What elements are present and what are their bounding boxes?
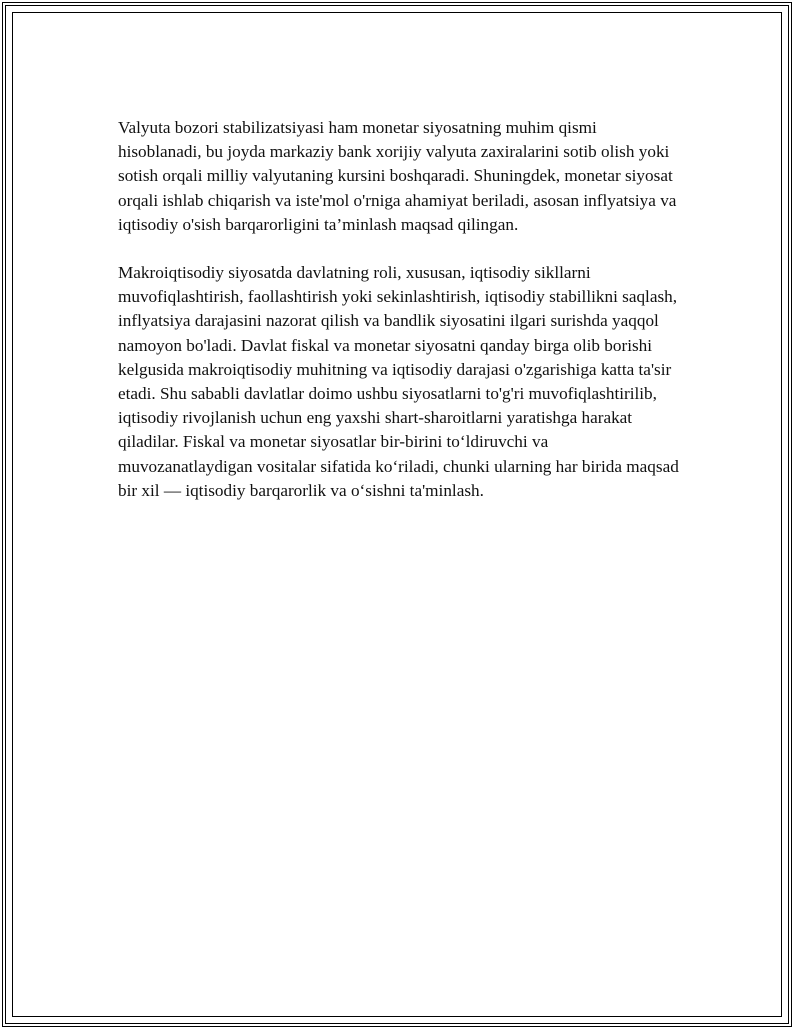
document-body	[118, 116, 684, 527]
paragraph-currency-stabilization: Valyuta bozori stabilizatsiyasi ham monetar siyosatning muhim qismi hisoblanadi, bu joyda markaziy bank xorijiy valyuta zaxiralarini sotib olish yoki sotish orqali milliy valyutaning kursini boshqaradi. Shuningdek, monetar siyosat orqali ishlab chiqarish va iste'mol o'rniga ahamiyat beriladi, asosan inflyatsiya va iqtisodiy o'sish barqarorligini ta’minlash maqsad qilingan.	[118, 118, 677, 234]
paragraph-macroeconomic-policy: Makroiqtisodiy siyosatda davlatning roli, xususan, iqtisodiy sikllarni muvofiqlashtirish, faollashtirish yoki sekinlashtirish, iqtisodiy stabillikni saqlash, inflyatsiya darajasini nazorat qilish va bandlik siyosatini ilgari surishda yaqqol namoyon bo'ladi. Davlat fiskal va monetar siyosatni qanday birga olib borishi kelgusida makroiqtisodiy muhitning va iqtisodiy darajasi o'zgarishiga katta ta'sir etadi. Shu sababli davlatlar doimo ushbu siyosatlarni to'g'ri muvofiqlashtirilib, iqtisodiy rivojlanish uchun eng yaxshi shart-sharoitlarni yaratishga harakat qiladilar. Fiskal va monetar siyosatlar bir-birini to‘ldiruvchi va muvozanatlaydigan vositalar sifatida ko‘riladi, chunki ularning har birida maqsad bir xil — iqtisodiy barqarorlik va o‘sishni ta'minlash.	[118, 263, 679, 500]
